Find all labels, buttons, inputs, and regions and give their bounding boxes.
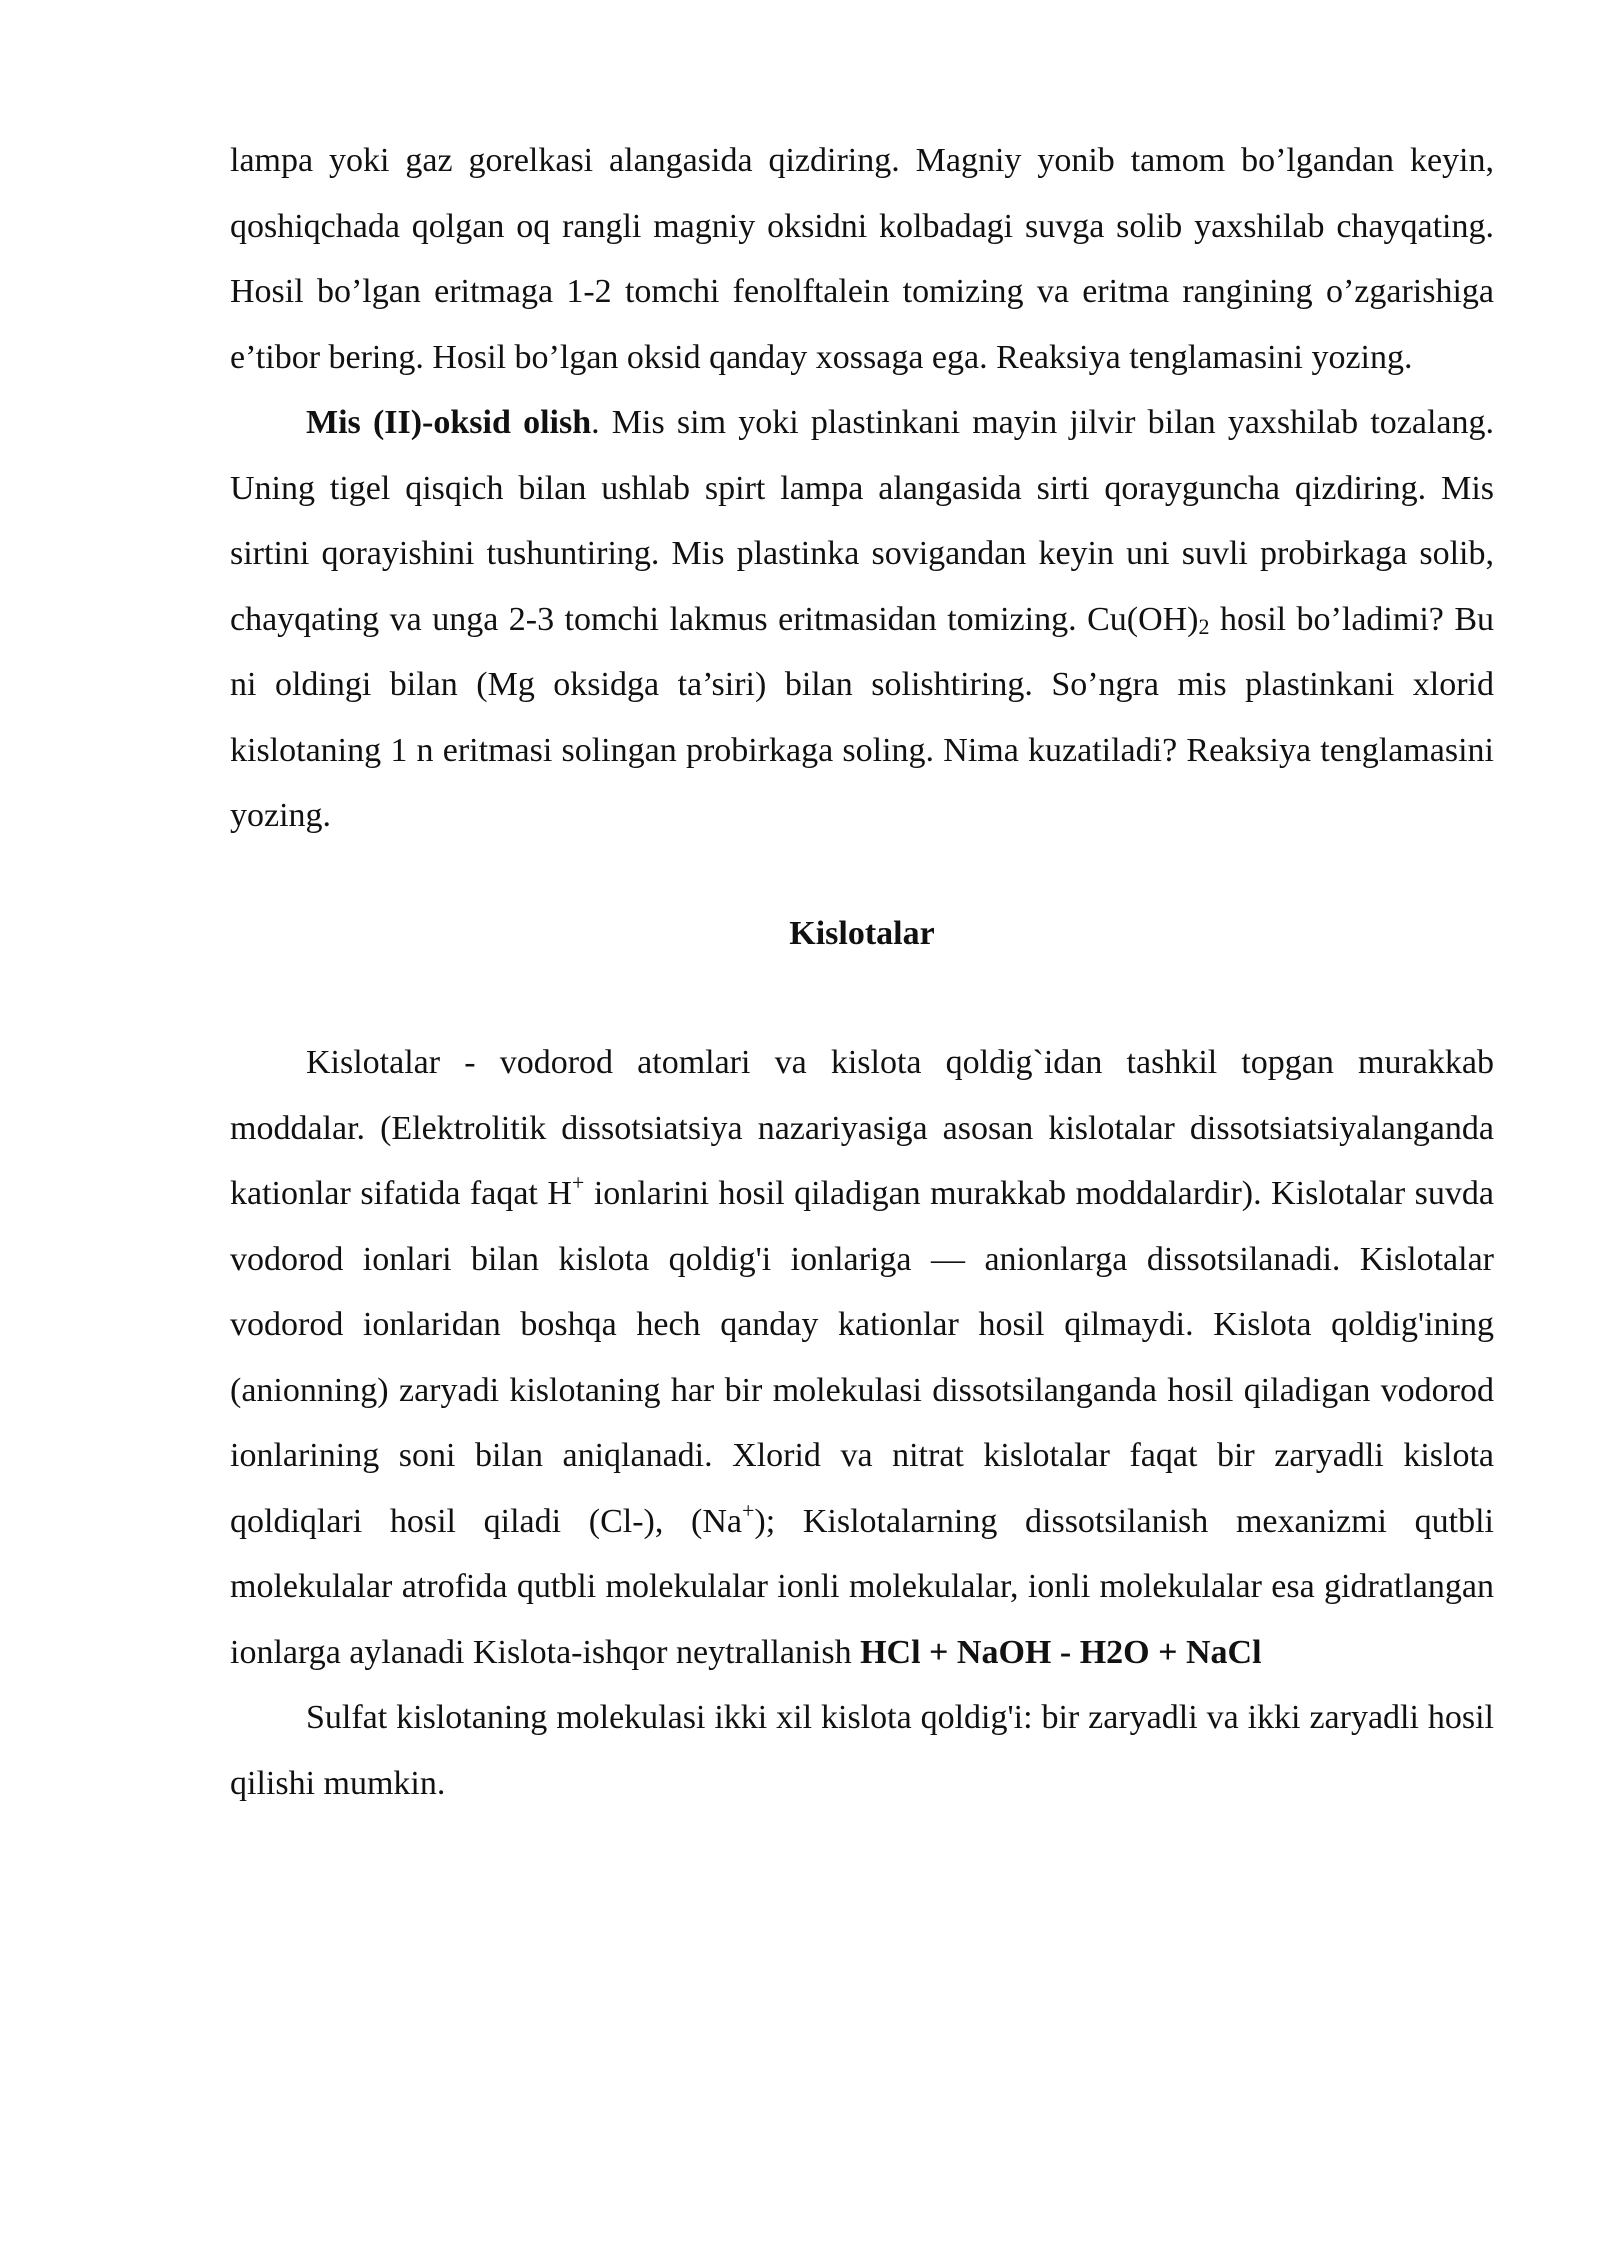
paragraph-text: lampa yoki gaz gorelkasi alangasida qizdiring. Magniy yonib tamom bo’lgandan keyin, qoshiqchada qolgan oq rangli magniy oksidni kolbadagi suvga solib yaxshilab chayqating. Hosil bo’lgan eritmaga 1-2 tomchi fenolftalein tomizing va eritma rangining o’zgarishiga e’tibor bering. Hosil bo’lgan oksid qanday xossaga ega. Reaksiya tenglamasini yozing. (230, 142, 1494, 376)
paragraph-sulfuric-acid (230, 1685, 1494, 1816)
paragraph-acids-definition (230, 1030, 1494, 1685)
chemical-formula (1087, 601, 1209, 638)
paragraph-text: hosil bo’ladimi? Bu ni oldingi bilan (Mg oksidga ta’siri) bilan solishtiring. So’ngra mis plastinkani xlorid kislotaning 1 n eritmasi solingan probirkaga soling. Nima kuzatiladi? Reaksiya tenglamasini yozing. (230, 600, 1494, 834)
paragraph-text: . Mis sim yoki plastinkani mayin jilvir bilan yaxshilab tozalang. Uning tigel qisqich bilan ushlab spirt lampa alangasida sirti qorayguncha qizdiring. Mis sirtini qorayishini tushuntiring. Mis plastinka sovigandan keyin uni suvli probirkaga solib, chayqating va unga 2-3 tomchi lakmus eritmasidan tomizing. (230, 404, 1494, 638)
paragraph-text: Sulfat kislotaning molekulasi ikki xil kislota qoldig'i: bir zaryadli va ikki zaryadli hosil qilishi mumkin. (230, 1699, 1494, 1802)
paragraph-text: ); Kislotalarning dissotsilanish mexanizmi qutbli molekulalar atrofida qutbli molekulalar ionli molekulalar, ionli molekulalar esa gidratlangan ionlarga aylanadi Kislota-ishqor neytrallanish (230, 1502, 1495, 1671)
paragraph-text: ionlarini hosil qiladigan murakkab moddalardir). Kislotalar suvda vodorod ionlari bilan kislota qoldig'i ionlariga — anionlarga dissotsilanadi. Kislotalar vodorod ionlaridan boshqa hech qanday kationlar hosil qilmaydi. Kislota qoldig'ining (anionning) zaryadi kislotaning har bir molekulasi dissotsilanganda hosil qiladigan vodorod ionlarining soni bilan aniqlanadi. Xlorid va nitrat kislotalar faqat bir zaryadli kislota qoldiqlari hosil qiladi (Cl-), (Na (230, 1175, 1494, 1540)
charge-superscript: + (741, 1497, 755, 1523)
paragraph-text: Kislotalar - vodorod atomlari va kislota qoldig`idan tashkil topgan murakkab moddalar. (Elektrolitik dissotsiatsiya nazariyasiga asosan kislotalar dissotsiatsiyalanganda kationlar sifatida faqat H (230, 1044, 1494, 1212)
formula-base: Cu(OH) (1087, 600, 1199, 638)
section-heading: Kislotalar (789, 914, 935, 952)
section-lead-title: Mis (II)-oksid olish (306, 404, 592, 441)
document-page (230, 128, 1494, 1816)
paragraph-magnesium-oxide (230, 128, 1494, 390)
charge-superscript: + (571, 1170, 585, 1195)
formula-subscript: 2 (1198, 613, 1210, 639)
neutralization-equation: HCl + NaOH - H2O + NaCl (860, 1633, 1262, 1671)
paragraph-copper-oxide (230, 390, 1494, 849)
